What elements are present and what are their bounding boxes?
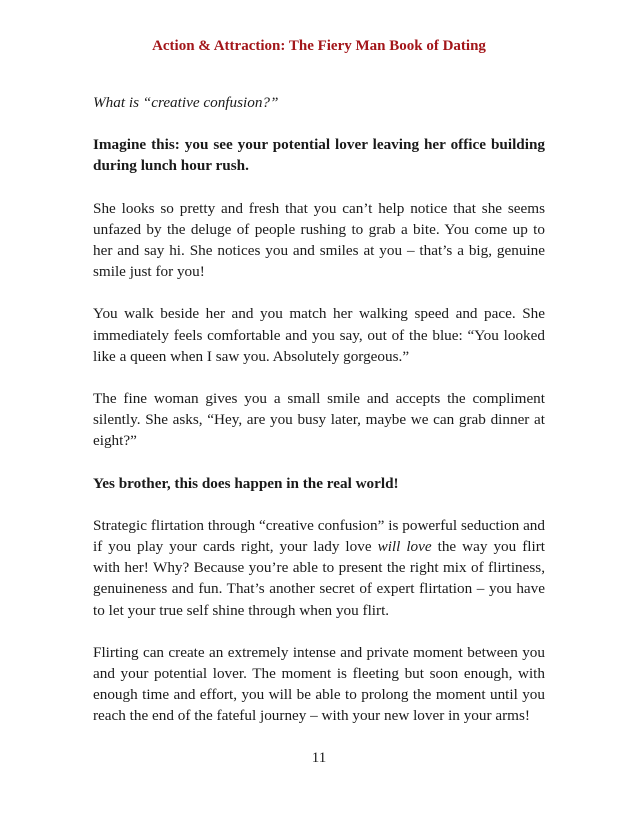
paragraph-4-part-a: Strategic flirtation through “creative confusion” is powerful seduction and if you play your cards right, your lady love: [93, 516, 545, 556]
paragraph-4-emphasis: will love: [377, 538, 432, 556]
paragraph-5: Flirting can create an extremely intense and private moment between you and your potential lover. The moment is fleeting but soon enough, with enough time and effort, you will be able to prolong the moment until you reach the end of the fateful journey – with your new lover in your arms!: [93, 643, 545, 725]
section-question: What is “creative confusion?”: [93, 94, 279, 111]
paragraph-1: She looks so pretty and fresh that you can’t help notice that she seems unfazed by the deluge of people rushing to grab a bite. You come up to her and say hi. She notices you and smiles at you – that’s a big, genuine smile just for you!: [93, 199, 545, 281]
paragraph-2: You walk beside her and you match her walking speed and pace. She immediately feels comfortable and you say, out of the blue: “You looked like a queen when I saw you. Absolutely gorgeous.”: [93, 305, 545, 365]
bold-statement: Yes brother, this does happen in the real world!: [93, 474, 399, 492]
page-body: [93, 92, 545, 748]
intro-bold-paragraph: Imagine this: you see your potential lover leaving her office building during lunch hour rush.: [93, 136, 545, 175]
book-running-header: Action & Attraction: The Fiery Man Book of Dating: [152, 38, 486, 54]
paragraph-4: [93, 515, 545, 621]
paragraph-4-part-b: the way you flirt with her! Why? Because you’re able to present the right mix of flirtiness, genuineness and fun. That’s another secret of expert flirtation – you have to let your true self shine through when you flirt.: [93, 538, 545, 619]
page-number: 11: [311, 750, 327, 766]
paragraph-3: The fine woman gives you a small smile and accepts the compliment silently. She asks, “Hey, are you busy later, maybe we can grab dinner at eight?”: [93, 390, 545, 450]
